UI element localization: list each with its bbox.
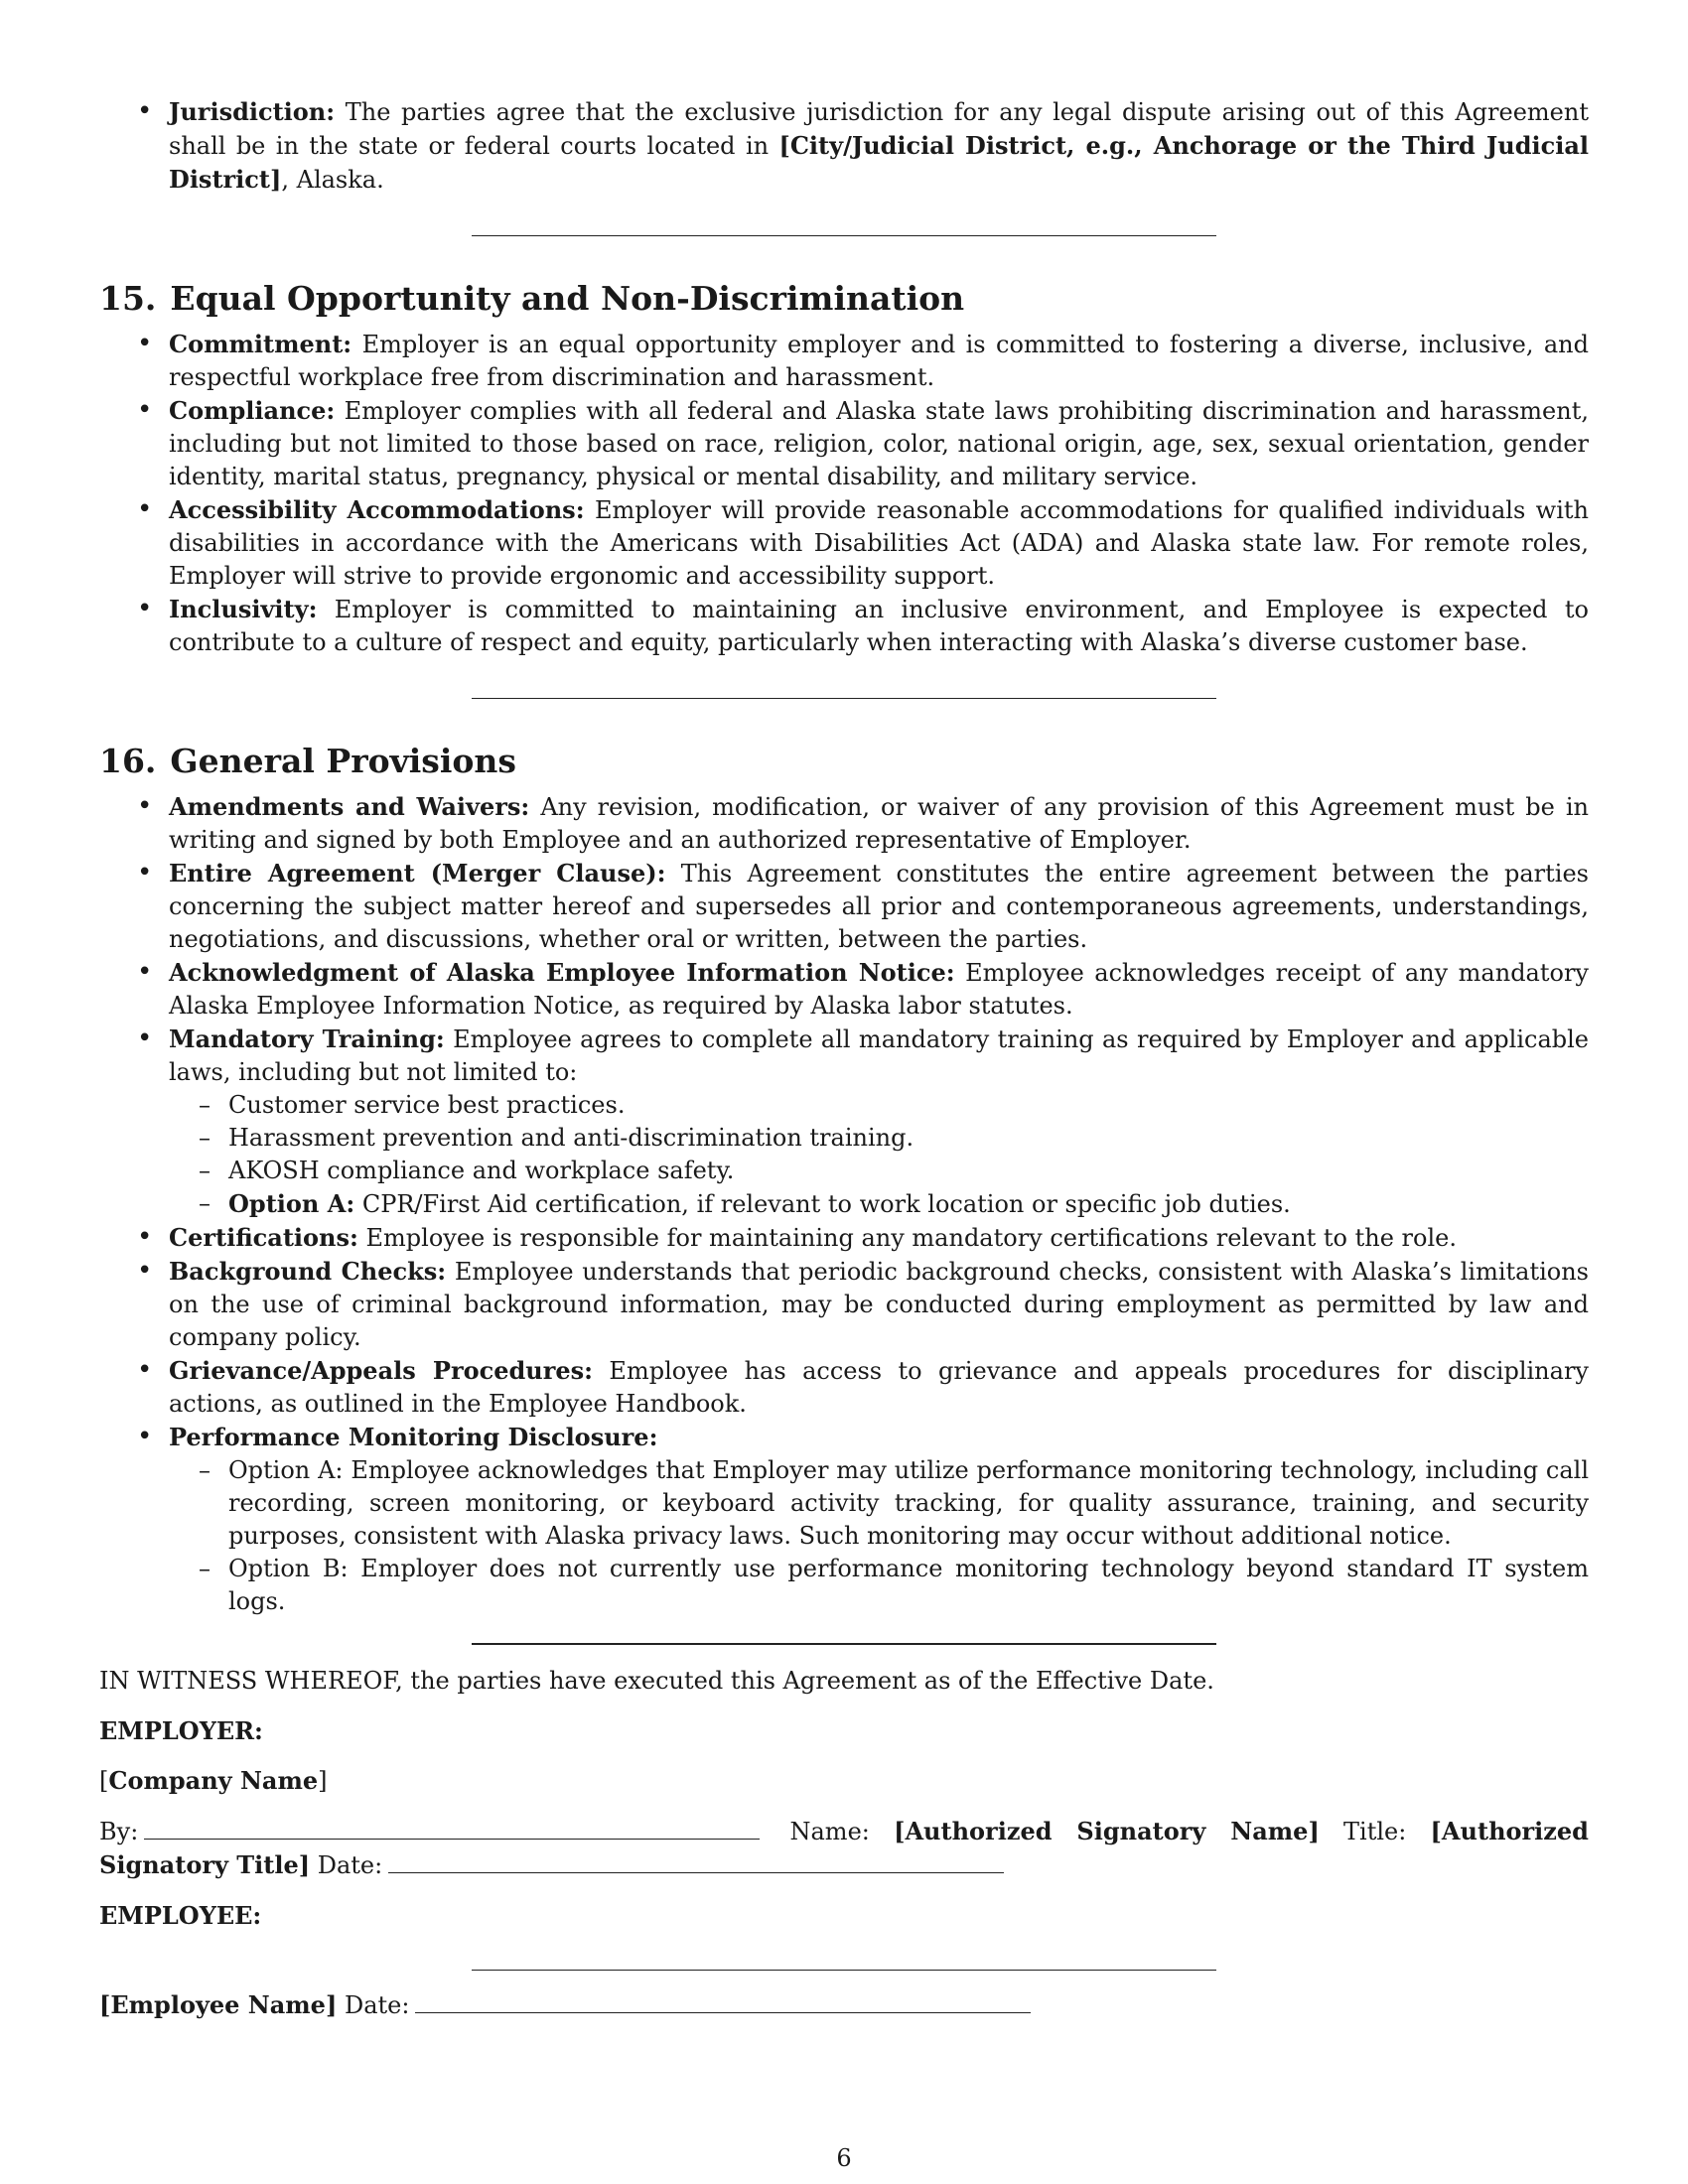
employer-date-blank[interactable]	[388, 1852, 1004, 1873]
jurisdiction-text: The parties agree that the exclusive jurisdiction for any legal dispute arising out of this Agreement shall be in the state or federal courts located in	[169, 98, 1589, 160]
list-item	[99, 328, 1589, 394]
item-term: Performance Monitoring Disclosure:	[169, 1423, 658, 1451]
item-term: Certifications:	[169, 1223, 358, 1252]
sublist-item	[169, 1553, 1589, 1618]
item-text: Employer is committed to maintaining an inclusive environment, and Employee is expected to contribute to a culture of respect and equity, particularly when interacting with Alaska’s diverse customer base.	[169, 596, 1589, 656]
employer-label: EMPLOYER:	[99, 1716, 263, 1745]
sublist-item	[169, 1187, 1589, 1221]
list-item	[99, 1421, 1589, 1618]
item-term: Background Checks:	[169, 1257, 447, 1286]
list-item	[99, 394, 1589, 493]
document-page	[99, 95, 1589, 2022]
by-signature-blank[interactable]	[144, 1819, 760, 1840]
item-text: Employee acknowledges receipt of any mandatory Alaska Employee Information Notice, as required by Alaska labor statutes.	[169, 959, 1589, 1020]
section-16-list	[99, 790, 1589, 1618]
witness-statement: IN WITNESS WHEREOF, the parties have executed this Agreement as of the Effective Date.	[99, 1667, 1214, 1695]
employee-name-line: [Employee Name] Date:	[99, 1988, 1589, 2022]
list-item	[99, 1023, 1589, 1221]
item-text: Employer complies with all federal and Alaska state laws prohibiting discrimination and harassment, including but not limited to those based on race, religion, color, national origin, age, sex, sexual orientation, gender identity, marital status, pregnancy, physical or mental disability, and military service.	[169, 397, 1589, 490]
list-item	[99, 1255, 1589, 1354]
section-15-title: Equal Opportunity and Non-Discrimination	[170, 279, 965, 318]
jurisdiction-term: Jurisdiction:	[169, 97, 336, 126]
company-bracket-close: ]	[318, 1767, 328, 1795]
jurisdiction-bracket-close: ]	[270, 165, 282, 194]
list-item	[99, 790, 1589, 857]
training-sublist	[169, 1089, 1589, 1221]
employer-signature-line: By: Name: [Authorized Signatory Name] Title: [Authorized Signatory Title] Date:	[99, 1817, 1589, 1879]
employee-date-label: Date:	[344, 1991, 410, 2019]
title-label: Title:	[1343, 1818, 1407, 1845]
employee-label: EMPLOYEE:	[99, 1901, 262, 1930]
employee-date-blank[interactable]	[415, 1992, 1031, 2013]
list-item	[99, 956, 1589, 1023]
sub-term: Option A:	[228, 1189, 355, 1218]
sub-text: CPR/First Aid certification, if relevant to work location or specific job duties.	[361, 1190, 1291, 1218]
item-text: Employee is responsible for maintaining any mandatory certifications relevant to the role.	[365, 1224, 1457, 1252]
company-name-line	[99, 1764, 1589, 1798]
item-term: Compliance:	[169, 396, 336, 425]
sub-text: Option A: Employee acknowledges that Employer may utilize performance monitoring technology, including call recording, screen monitoring, or keyboard activity tracking, for quality assurance, training, and security purposes, consistent with Alaska privacy laws. Such monitoring may occur without additional notice.	[228, 1456, 1589, 1550]
sublist-item	[169, 1454, 1589, 1553]
item-term: Amendments and Waivers:	[169, 792, 530, 821]
signatory-title: Authorized Signatory Title	[99, 1817, 1589, 1879]
sub-text: AKOSH compliance and workplace safety.	[228, 1157, 735, 1184]
jurisdiction-list	[99, 95, 1589, 197]
sublist-item	[169, 1155, 1589, 1187]
jurisdiction-item	[99, 95, 1589, 197]
list-item	[99, 1354, 1589, 1421]
item-text: This Agreement constitutes the entire agreement between the parties concerning the subject matter hereof and supersedes all prior and contemporaneous agreements, understandings, negotiations, and discussions, whether oral or written, between the parties.	[169, 860, 1589, 953]
sublist-item	[169, 1089, 1589, 1122]
section-16-number: 16.	[99, 742, 157, 780]
list-item	[99, 857, 1589, 956]
by-label: By:	[99, 1818, 139, 1845]
section-15-list	[99, 328, 1589, 659]
list-item	[99, 493, 1589, 593]
section-16-title: General Provisions	[170, 742, 517, 780]
item-text: Employer will provide reasonable accommodations for qualified individuals with disabilities in accordance with the Americans with Disabilities Act (ADA) and Alaska state law. For remote roles, Employer will strive to provide ergonomic and accessibility support.	[169, 496, 1589, 590]
jurisdiction-text-after: , Alaska.	[281, 166, 384, 194]
section-15-heading	[99, 279, 1589, 319]
employee-name: Employee Name	[110, 1990, 326, 2019]
jurisdiction-bracket-open: [	[778, 131, 790, 160]
item-term: Acknowledgment of Alaska Employee Information Notice:	[169, 958, 955, 987]
signatory-name: Authorized Signatory Name	[905, 1817, 1309, 1845]
jurisdiction-placeholder: City/Judicial District, e.g., Anchorage or the Third Judicial District	[169, 131, 1589, 194]
item-text: Employer is an equal opportunity employer and is committed to fostering a diverse, inclusive, and respectful workplace free from discrimination and harassment.	[169, 331, 1589, 391]
page-number: 6	[836, 2144, 852, 2172]
company-name: Company Name	[108, 1766, 319, 1795]
item-text: Any revision, modification, or waiver of any provision of this Agreement must be in writing and signed by both Employee and an authorized representative of Employer.	[169, 793, 1589, 854]
item-text: Employee has access to grievance and appeals procedures for disciplinary actions, as outlined in the Employee Handbook.	[169, 1357, 1589, 1418]
item-term: Mandatory Training:	[169, 1024, 445, 1053]
sub-text: Harassment prevention and anti-discrimination training.	[228, 1124, 914, 1152]
section-15-number: 15.	[99, 279, 157, 318]
company-bracket-open: [	[99, 1767, 109, 1795]
list-item	[99, 1221, 1589, 1255]
name-label: Name:	[789, 1818, 870, 1845]
item-term: Accessibility Accommodations:	[169, 495, 585, 524]
sub-text: Customer service best practices.	[228, 1091, 626, 1119]
item-text: Employee understands that periodic background checks, consistent with Alaska’s limitations on the use of criminal background information, may be conducted during employment as permitted by law and company policy.	[169, 1258, 1589, 1351]
sublist-item	[169, 1122, 1589, 1155]
sub-text: Option B: Employer does not currently use performance monitoring technology beyond standard IT system logs.	[228, 1555, 1589, 1615]
section-16-heading	[99, 742, 1589, 781]
item-term: Commitment:	[169, 330, 352, 358]
date-label: Date:	[317, 1851, 383, 1879]
item-term: Inclusivity:	[169, 595, 318, 623]
item-text: Employee agrees to complete all mandatory training as required by Employer and applicable laws, including but not limited to:	[169, 1025, 1589, 1086]
item-term: Entire Agreement (Merger Clause):	[169, 859, 666, 887]
list-item	[99, 593, 1589, 659]
item-term: Grievance/Appeals Procedures:	[169, 1356, 593, 1385]
monitoring-sublist	[169, 1454, 1589, 1618]
